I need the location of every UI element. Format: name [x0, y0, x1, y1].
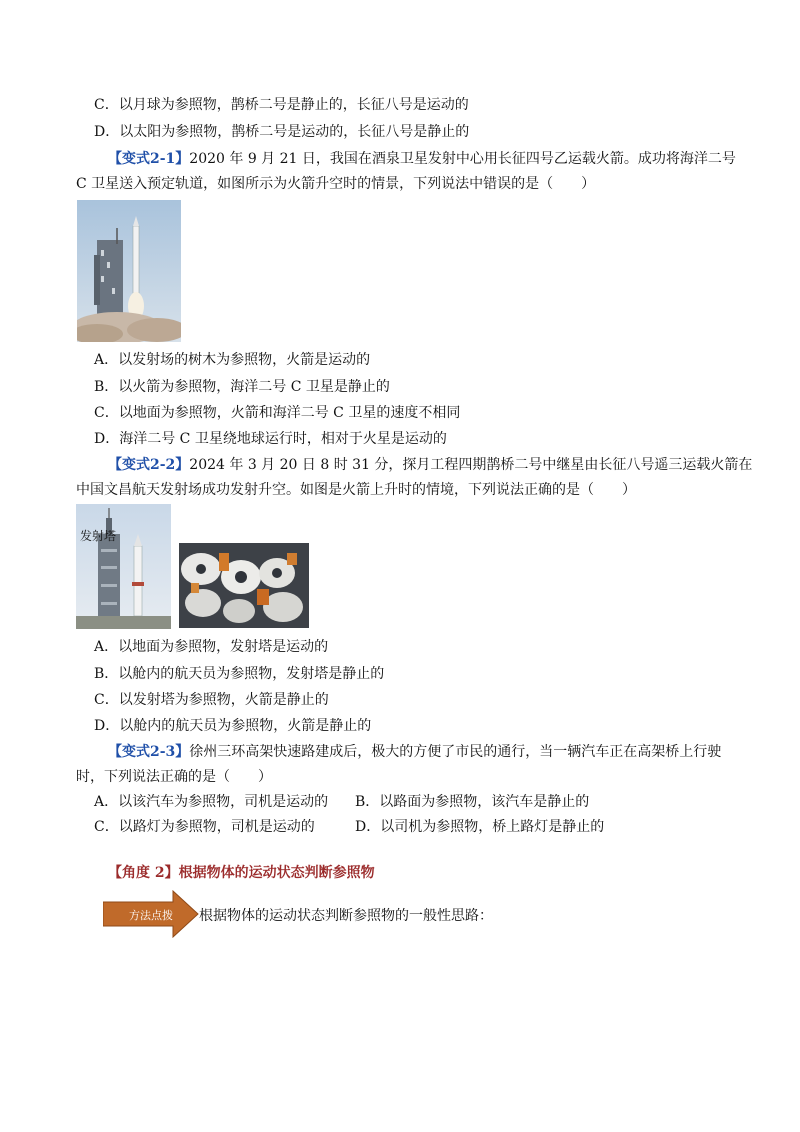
launch-tower-label: 发射塔 [80, 529, 117, 543]
question-2-2-line2: 中国文昌航天发射场成功发射升空。如图是火箭上升时的情境，下列说法正确的是（ ） [76, 482, 636, 498]
question-tag: 【变式2-3】 [108, 744, 190, 760]
option-2-1-b: B．以火箭为参照物，海洋二号 C 卫星是静止的 [94, 379, 390, 395]
question-2-3-line2: 时，下列说法正确的是（ ） [76, 769, 272, 785]
question-2-3-line1 [108, 743, 721, 761]
method-text: 根据物体的运动状态判断参照物的一般性思路： [199, 908, 493, 924]
method-arrow [103, 890, 199, 938]
option-2-1-d: D．海洋二号 C 卫星绕地球运行时，相对于火星是运动的 [94, 431, 447, 447]
question-text: 2020 年 9 月 21 日，我国在酒泉卫星发射中心用长征四号乙运载火箭。成功将海洋二号 [189, 151, 736, 167]
option-2-3-b: B．以路面为参照物，该汽车是静止的 [355, 794, 590, 810]
question-2-2-line1 [108, 456, 752, 474]
section-heading: 【角度 2】根据物体的运动状态判断参照物 [108, 865, 375, 881]
option-2-2-c: C．以发射塔为参照物，火箭是静止的 [94, 692, 329, 708]
option-d-top: D．以太阳为参照物，鹊桥二号是运动的，长征八号是静止的 [94, 124, 470, 140]
question-2-1-line1 [108, 150, 736, 168]
option-2-1-a: A．以发射场的树木为参照物，火箭是运动的 [94, 352, 371, 368]
option-2-3-c: C．以路灯为参照物，司机是运动的 [94, 819, 315, 835]
option-c-top: C．以月球为参照物，鹊桥二号是静止的，长征八号是运动的 [94, 97, 469, 113]
option-2-3-a: A．以该汽车为参照物，司机是运动的 [94, 794, 329, 810]
method-arrow-label: 方法点拨 [129, 909, 173, 922]
option-2-3-d: D．以司机为参照物，桥上路灯是静止的 [355, 819, 605, 835]
launch-tower-photo [76, 504, 171, 629]
question-2-1-line2: C 卫星送入预定轨道，如图所示为火箭升空时的情景，下列说法中错误的是（ ） [76, 176, 596, 192]
option-2-2-b: B．以舱内的航天员为参照物，发射塔是静止的 [94, 666, 385, 682]
rocket-launch-photo [77, 200, 181, 342]
question-text: 2024 年 3 月 20 日 8 时 31 分，探月工程四期鹊桥二号中继星由长征八号遥三运载火箭在 [189, 457, 753, 473]
option-2-1-c: C．以地面为参照物，火箭和海洋二号 C 卫星的速度不相同 [94, 405, 461, 421]
question-tag: 【变式2-1】 [108, 151, 190, 167]
question-tag: 【变式2-2】 [108, 457, 190, 473]
astronauts-cabin-photo [179, 543, 309, 628]
option-2-2-d: D．以舱内的航天员为参照物，火箭是静止的 [94, 718, 372, 734]
option-2-2-a: A．以地面为参照物，发射塔是运动的 [94, 639, 329, 655]
question-text: 徐州三环高架快速路建成后，极大的方便了市民的通行，当一辆汽车正在高架桥上行驶 [189, 744, 722, 760]
